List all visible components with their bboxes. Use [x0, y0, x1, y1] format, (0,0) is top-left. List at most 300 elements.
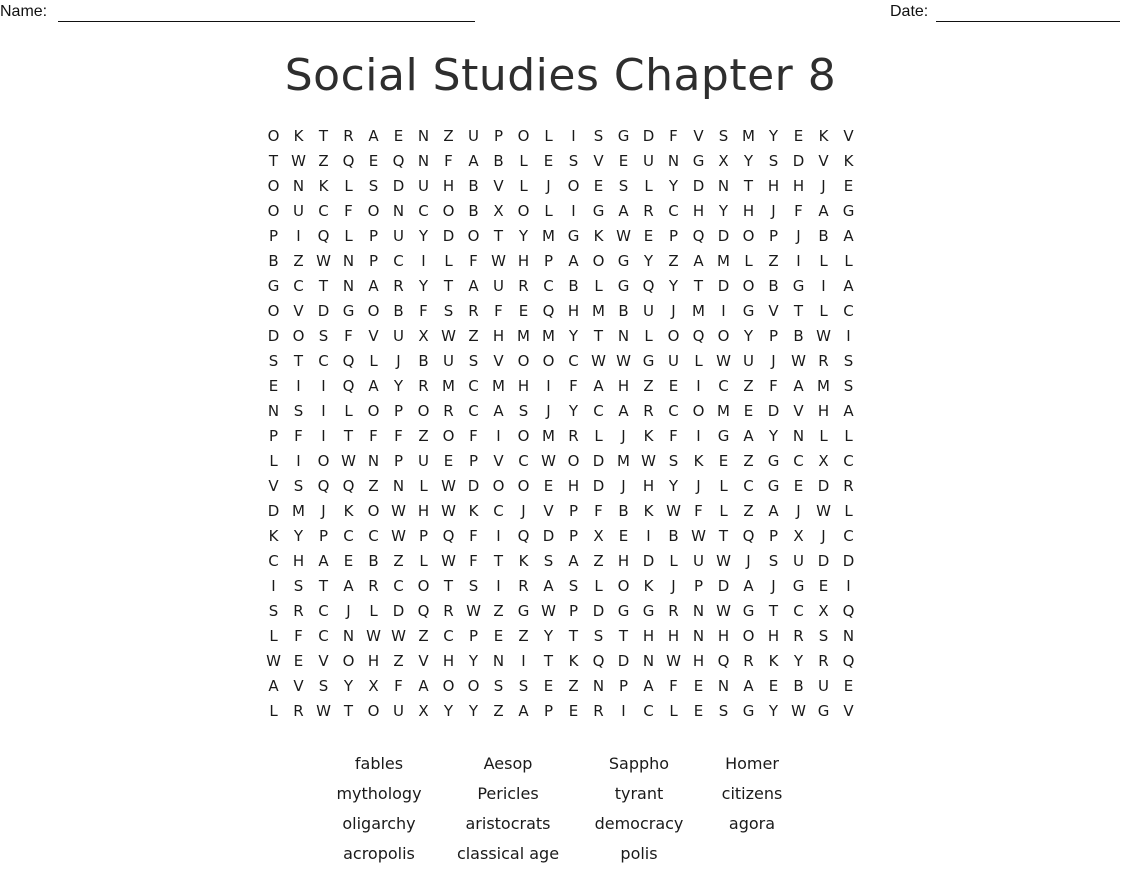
grid-letter: L	[669, 702, 678, 720]
grid-row	[261, 224, 861, 249]
grid-letter: F	[469, 527, 478, 545]
grid-letter: L	[269, 452, 278, 470]
grid-letter: N	[342, 627, 355, 645]
grid-letter: T	[268, 152, 279, 170]
grid-letter: C	[318, 602, 329, 620]
grid-letter: L	[644, 327, 653, 345]
grid-letter: T	[493, 552, 504, 570]
grid-letter: C	[743, 477, 754, 495]
grid-letter: J	[746, 552, 751, 570]
name-blank-line[interactable]	[58, 21, 475, 22]
grid-letter: A	[693, 252, 704, 270]
grid-letter: Y	[418, 227, 429, 245]
grid-letter: A	[768, 502, 779, 520]
grid-letter: X	[718, 152, 729, 170]
grid-letter: H	[742, 202, 755, 220]
grid-letter: N	[292, 177, 305, 195]
grid-letter: L	[844, 427, 853, 445]
grid-letter: P	[368, 227, 379, 245]
grid-letter: E	[843, 177, 854, 195]
grid-letter: S	[768, 552, 779, 570]
grid-letter: C	[568, 352, 579, 370]
grid-letter: W	[266, 652, 281, 670]
grid-row	[261, 299, 861, 324]
grid-letter: U	[643, 152, 654, 170]
grid-letter: L	[369, 352, 378, 370]
grid-letter: E	[493, 627, 504, 645]
grid-letter: T	[293, 352, 304, 370]
grid-letter: K	[593, 227, 604, 245]
grid-letter: K	[318, 177, 329, 195]
grid-letter: H	[367, 652, 380, 670]
grid-letter: K	[518, 552, 529, 570]
grid-letter: G	[617, 277, 630, 295]
word-bank-item: polis	[620, 844, 658, 863]
grid-letter: O	[567, 177, 580, 195]
word-bank-item: classical age	[456, 844, 560, 863]
grid-letter: H	[567, 477, 580, 495]
grid-letter: J	[771, 202, 776, 220]
grid-letter: L	[444, 252, 453, 270]
grid-letter: N	[617, 327, 630, 345]
grid-letter: V	[843, 127, 854, 145]
grid-letter: L	[669, 552, 678, 570]
grid-row	[261, 399, 861, 424]
grid-letter: A	[343, 577, 354, 595]
grid-letter: U	[393, 327, 404, 345]
grid-letter: O	[267, 302, 280, 320]
grid-letter: L	[594, 277, 603, 295]
grid-letter: J	[821, 527, 826, 545]
grid-letter: Q	[417, 602, 430, 620]
grid-letter: J	[621, 477, 626, 495]
word-bank-item: acropolis	[343, 844, 415, 863]
grid-letter: B	[493, 152, 504, 170]
grid-letter: O	[367, 302, 380, 320]
grid-letter: C	[793, 602, 804, 620]
grid-letter: H	[717, 627, 730, 645]
grid-letter: C	[318, 627, 329, 645]
grid-letter: D	[717, 577, 730, 595]
grid-letter: T	[343, 427, 354, 445]
grid-letter: M	[717, 402, 730, 420]
grid-row	[261, 249, 861, 274]
grid-letter: J	[546, 177, 551, 195]
grid-letter: I	[296, 377, 301, 395]
grid-letter: M	[742, 127, 755, 145]
grid-letter: I	[496, 527, 501, 545]
grid-letter: B	[418, 352, 429, 370]
grid-letter: H	[767, 627, 780, 645]
word-bank-item: aristocrats	[465, 814, 551, 833]
grid-letter: F	[344, 327, 353, 345]
grid-letter: R	[443, 602, 454, 620]
grid-letter: E	[268, 377, 279, 395]
grid-letter: E	[693, 677, 704, 695]
grid-letter: J	[671, 577, 676, 595]
grid-letter: K	[643, 502, 654, 520]
grid-letter: Z	[518, 627, 529, 645]
grid-letter: U	[818, 677, 829, 695]
grid-letter: G	[792, 577, 805, 595]
grid-letter: Y	[668, 277, 679, 295]
grid-letter: H	[492, 327, 505, 345]
grid-letter: Q	[542, 302, 555, 320]
grid-letter: W	[541, 452, 556, 470]
grid-letter: H	[692, 652, 705, 670]
grid-letter: D	[617, 652, 630, 670]
grid-letter: R	[518, 277, 529, 295]
grid-letter: L	[544, 202, 553, 220]
grid-letter: J	[621, 427, 626, 445]
grid-letter: N	[792, 427, 805, 445]
grid-letter: C	[493, 502, 504, 520]
grid-row	[261, 674, 861, 699]
grid-letter: T	[743, 177, 754, 195]
grid-letter: R	[343, 127, 354, 145]
grid-letter: M	[692, 302, 705, 320]
grid-letter: L	[644, 177, 653, 195]
grid-letter: G	[692, 152, 705, 170]
grid-letter: D	[717, 277, 730, 295]
grid-letter: N	[667, 152, 680, 170]
grid-letter: T	[543, 652, 554, 670]
grid-letter: N	[392, 477, 405, 495]
grid-letter: U	[393, 702, 404, 720]
grid-letter: B	[393, 302, 404, 320]
grid-letter: I	[721, 302, 726, 320]
grid-letter: X	[418, 702, 429, 720]
grid-letter: S	[768, 152, 779, 170]
grid-letter: F	[444, 152, 453, 170]
grid-letter: V	[818, 152, 829, 170]
word-bank-row	[0, 840, 1121, 870]
grid-letter: C	[843, 527, 854, 545]
grid-letter: I	[846, 327, 851, 345]
grid-letter: R	[293, 602, 304, 620]
grid-letter: Z	[593, 552, 604, 570]
grid-letter: Q	[842, 602, 855, 620]
grid-letter: O	[517, 477, 530, 495]
word-bank-item: agora	[728, 814, 776, 833]
grid-letter: I	[496, 577, 501, 595]
grid-row	[261, 624, 861, 649]
grid-letter: B	[568, 277, 579, 295]
grid-letter: G	[342, 302, 355, 320]
grid-letter: G	[767, 452, 780, 470]
grid-letter: E	[393, 127, 404, 145]
grid-letter: D	[692, 177, 705, 195]
grid-letter: W	[291, 152, 306, 170]
grid-letter: A	[568, 552, 579, 570]
grid-letter: S	[318, 327, 329, 345]
grid-letter: W	[491, 252, 506, 270]
grid-letter: R	[643, 402, 654, 420]
grid-letter: O	[742, 227, 755, 245]
grid-letter: O	[567, 452, 580, 470]
grid-letter: S	[568, 152, 579, 170]
grid-letter: S	[843, 377, 854, 395]
grid-letter: Y	[743, 152, 754, 170]
grid-letter: F	[594, 502, 603, 520]
grid-letter: G	[767, 477, 780, 495]
word-bank-item: fables	[354, 754, 404, 773]
word-bank-item: Sappho	[608, 754, 670, 773]
grid-letter: G	[742, 702, 755, 720]
grid-letter: X	[818, 452, 829, 470]
grid-letter: W	[441, 502, 456, 520]
grid-letter: B	[468, 177, 479, 195]
grid-letter: G	[742, 602, 755, 620]
grid-letter: R	[368, 577, 379, 595]
grid-letter: X	[418, 327, 429, 345]
grid-letter: O	[467, 227, 480, 245]
grid-letter: S	[593, 627, 604, 645]
grid-letter: F	[494, 302, 503, 320]
grid-letter: G	[842, 202, 855, 220]
grid-letter: L	[844, 252, 853, 270]
grid-letter: P	[268, 227, 279, 245]
grid-letter: C	[318, 352, 329, 370]
grid-letter: L	[344, 402, 353, 420]
grid-letter: G	[792, 277, 805, 295]
grid-letter: G	[617, 252, 630, 270]
grid-letter: S	[293, 402, 304, 420]
grid-letter: V	[693, 127, 704, 145]
grid-letter: C	[293, 277, 304, 295]
grid-letter: P	[318, 527, 329, 545]
grid-letter: Z	[643, 377, 654, 395]
grid-letter: S	[268, 602, 279, 620]
grid-letter: H	[692, 202, 705, 220]
grid-letter: Q	[392, 152, 405, 170]
word-bank	[0, 750, 1121, 870]
grid-letter: I	[546, 377, 551, 395]
grid-letter: C	[668, 202, 679, 220]
grid-letter: C	[393, 252, 404, 270]
grid-letter: T	[693, 277, 704, 295]
grid-letter: E	[343, 552, 354, 570]
grid-letter: G	[517, 602, 530, 620]
grid-letter: I	[696, 427, 701, 445]
grid-letter: L	[519, 152, 528, 170]
grid-letter: R	[793, 627, 804, 645]
grid-letter: X	[493, 202, 504, 220]
grid-letter: E	[543, 152, 554, 170]
grid-letter: R	[843, 477, 854, 495]
grid-letter: D	[767, 402, 780, 420]
grid-letter: V	[293, 677, 304, 695]
grid-letter: C	[668, 402, 679, 420]
grid-letter: A	[518, 702, 529, 720]
grid-letter: L	[419, 552, 428, 570]
grid-letter: V	[593, 152, 604, 170]
grid-letter: P	[418, 527, 429, 545]
grid-letter: R	[818, 652, 829, 670]
grid-letter: O	[367, 202, 380, 220]
grid-row	[261, 599, 861, 624]
grid-letter: E	[693, 702, 704, 720]
grid-letter: I	[696, 377, 701, 395]
grid-letter: H	[292, 552, 305, 570]
grid-letter: A	[368, 377, 379, 395]
grid-letter: M	[442, 377, 455, 395]
grid-letter: W	[441, 477, 456, 495]
grid-letter: N	[267, 402, 280, 420]
grid-letter: Z	[293, 252, 304, 270]
grid-letter: W	[791, 352, 806, 370]
grid-letter: Y	[393, 377, 404, 395]
grid-letter: O	[267, 177, 280, 195]
grid-letter: F	[769, 377, 778, 395]
grid-letter: K	[643, 427, 654, 445]
grid-letter: L	[269, 702, 278, 720]
grid-letter: G	[567, 227, 580, 245]
grid-letter: K	[818, 127, 829, 145]
grid-letter: Q	[592, 652, 605, 670]
grid-letter: B	[618, 302, 629, 320]
grid-letter: A	[843, 227, 854, 245]
grid-letter: Z	[468, 327, 479, 345]
grid-letter: R	[443, 402, 454, 420]
grid-letter: F	[394, 677, 403, 695]
grid-letter: I	[296, 227, 301, 245]
grid-letter: W	[466, 602, 481, 620]
grid-row	[261, 574, 861, 599]
grid-letter: Q	[317, 477, 330, 495]
word-bank-row	[0, 750, 1121, 780]
word-bank-item: democracy	[594, 814, 684, 833]
grid-letter: H	[617, 552, 630, 570]
grid-letter: U	[693, 552, 704, 570]
grid-letter: A	[543, 577, 554, 595]
grid-letter: E	[718, 452, 729, 470]
grid-row	[261, 474, 861, 499]
grid-letter: M	[617, 452, 630, 470]
grid-letter: K	[293, 127, 304, 145]
grid-letter: X	[793, 527, 804, 545]
grid-letter: Q	[442, 527, 455, 545]
grid-letter: V	[843, 702, 854, 720]
grid-letter: V	[768, 302, 779, 320]
grid-letter: S	[468, 352, 479, 370]
grid-letter: P	[768, 327, 779, 345]
grid-letter: C	[318, 202, 329, 220]
word-bank-item: Pericles	[477, 784, 539, 803]
grid-letter: O	[692, 402, 705, 420]
grid-letter: Y	[468, 702, 479, 720]
grid-letter: C	[793, 452, 804, 470]
grid-letter: Q	[342, 377, 355, 395]
grid-letter: T	[443, 277, 454, 295]
grid-letter: F	[669, 127, 678, 145]
grid-letter: B	[818, 227, 829, 245]
grid-letter: L	[594, 427, 603, 445]
grid-letter: O	[367, 502, 380, 520]
grid-letter: E	[443, 452, 454, 470]
grid-letter: C	[643, 702, 654, 720]
grid-letter: C	[468, 377, 479, 395]
grid-letter: S	[368, 177, 379, 195]
grid-letter: W	[541, 602, 556, 620]
grid-row	[261, 199, 861, 224]
grid-letter: G	[617, 602, 630, 620]
grid-letter: M	[817, 377, 830, 395]
grid-letter: V	[318, 652, 329, 670]
grid-letter: Q	[342, 152, 355, 170]
grid-letter: M	[292, 502, 305, 520]
date-label: Date:	[890, 3, 929, 20]
grid-letter: P	[768, 527, 779, 545]
grid-letter: S	[493, 677, 504, 695]
grid-letter: W	[691, 527, 706, 545]
grid-letter: M	[517, 327, 530, 345]
grid-letter: Z	[393, 552, 404, 570]
grid-letter: F	[669, 677, 678, 695]
grid-letter: E	[543, 477, 554, 495]
grid-letter: S	[568, 577, 579, 595]
grid-letter: D	[592, 452, 605, 470]
grid-letter: W	[391, 527, 406, 545]
grid-letter: O	[667, 327, 680, 345]
grid-letter: D	[642, 127, 655, 145]
grid-letter: M	[492, 377, 505, 395]
grid-letter: Q	[742, 527, 755, 545]
grid-letter: R	[743, 652, 754, 670]
grid-letter: C	[718, 377, 729, 395]
grid-letter: O	[517, 352, 530, 370]
grid-letter: L	[419, 477, 428, 495]
grid-letter: Y	[543, 627, 554, 645]
grid-letter: H	[617, 377, 630, 395]
grid-letter: N	[342, 252, 355, 270]
grid-letter: H	[767, 177, 780, 195]
grid-letter: S	[518, 677, 529, 695]
grid-letter: Z	[743, 377, 754, 395]
grid-letter: U	[668, 352, 679, 370]
grid-letter: O	[417, 577, 430, 595]
grid-letter: B	[793, 677, 804, 695]
word-bank-item: mythology	[336, 784, 422, 803]
grid-letter: U	[418, 177, 429, 195]
grid-letter: D	[792, 152, 805, 170]
grid-letter: A	[418, 677, 429, 695]
grid-letter: M	[542, 427, 555, 445]
grid-letter: P	[618, 677, 629, 695]
grid-letter: Q	[517, 527, 530, 545]
grid-letter: H	[517, 252, 530, 270]
grid-letter: I	[521, 652, 526, 670]
grid-letter: Y	[568, 327, 579, 345]
grid-letter: U	[418, 452, 429, 470]
grid-letter: C	[343, 527, 354, 545]
grid-letter: H	[442, 177, 455, 195]
grid-letter: N	[492, 652, 505, 670]
grid-letter: W	[366, 627, 381, 645]
grid-letter: F	[669, 427, 678, 445]
grid-letter: J	[696, 477, 701, 495]
grid-letter: A	[318, 552, 329, 570]
grid-letter: D	[817, 477, 830, 495]
grid-row	[261, 374, 861, 399]
grid-letter: S	[843, 352, 854, 370]
grid-letter: T	[768, 602, 779, 620]
date-blank-line[interactable]	[936, 21, 1120, 22]
grid-letter: Z	[443, 127, 454, 145]
grid-letter: W	[591, 352, 606, 370]
grid-letter: L	[719, 477, 728, 495]
grid-row	[261, 499, 861, 524]
